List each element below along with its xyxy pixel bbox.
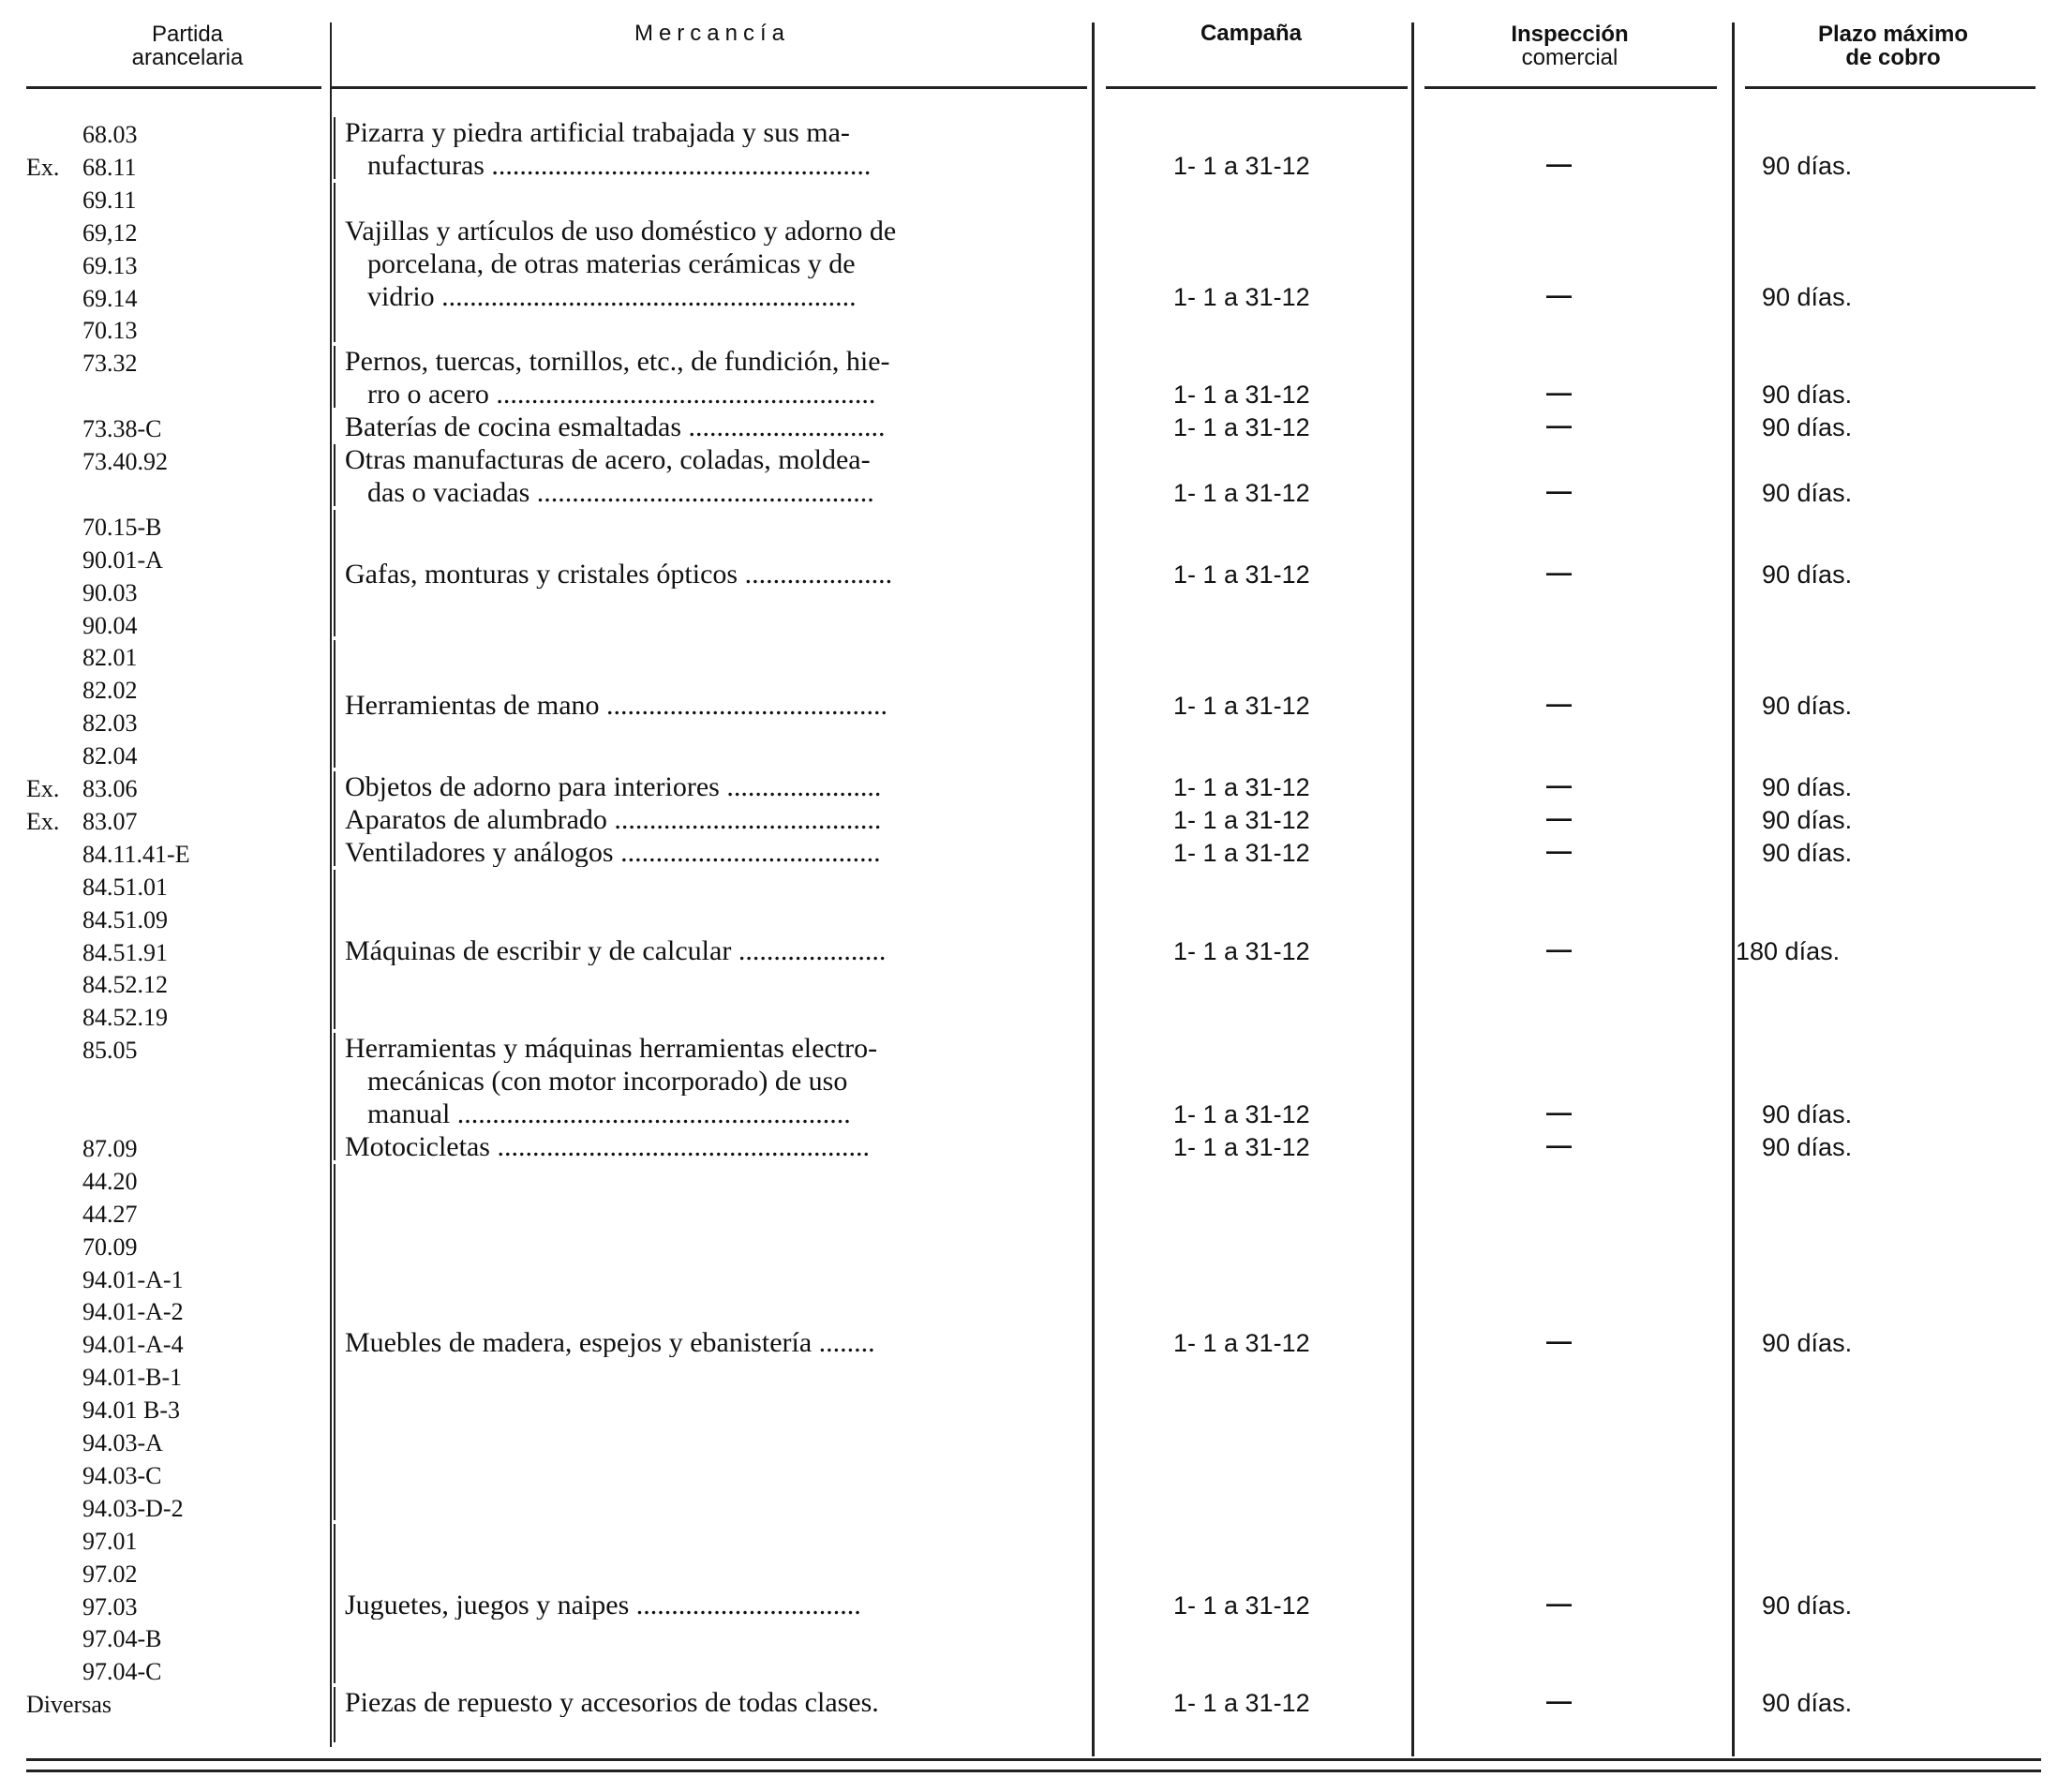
plazo-value: 90 días. (1762, 1100, 1853, 1128)
mercancia-line: Pizarra y piedra artificial trabajada y sus ma- (345, 119, 850, 147)
header-rule-partida (26, 86, 321, 89)
campana-value: 1- 1 a 31-12 (1173, 282, 1310, 311)
mercancia-line: mecánicas (con motor incorporado) de uso (367, 1068, 848, 1097)
inspeccion-value: — (1546, 1130, 1572, 1159)
mercancia-line: Máquinas de escribir y de calcular ..................... (345, 936, 887, 965)
campana-value: 1- 1 a 31-12 (1173, 1689, 1310, 1718)
partida-code: 94.01-A-1 (82, 1265, 184, 1293)
partida-code: 94.01-A-4 (82, 1331, 184, 1359)
header-rule-campana (1106, 86, 1408, 89)
campana-value: 1- 1 a 31-12 (1173, 773, 1310, 801)
mercancia-line: nufacturas ...................................................... (367, 151, 872, 180)
partida-code: 94.01 B-3 (82, 1396, 180, 1425)
partida-code: 84.51.91 (82, 938, 168, 966)
plazo-value: 90 días. (1762, 838, 1853, 867)
partida-code: 44.20 (82, 1167, 138, 1195)
partida-prefix: Diversas (26, 1691, 112, 1719)
partida-code: 84.51.09 (82, 905, 168, 933)
group-brace (334, 1033, 336, 1160)
partida-code: 70.09 (82, 1232, 138, 1261)
header-mercancia (337, 22, 1087, 45)
mercancia-line: Muebles de madera, espejos y ebanistería ........ (345, 1329, 875, 1358)
inspeccion-value: — (1546, 689, 1572, 718)
header-rule-mercancia (330, 86, 1087, 89)
campana-value: 1- 1 a 31-12 (1173, 1329, 1310, 1358)
header-campana-label: Campaña (1200, 21, 1303, 46)
partida-code: 83.07 (82, 807, 138, 835)
partida-code: 97.04-C (82, 1658, 162, 1686)
mercancia-line: manual ........................................................ (367, 1100, 851, 1128)
inspeccion-value: — (1546, 1327, 1572, 1356)
partida-code: 70.13 (82, 317, 138, 345)
mercancia-line: Ventiladores y análogos ..................................... (345, 838, 881, 867)
partida-code: 94.03-C (82, 1461, 162, 1489)
inspeccion-value: — (1546, 1589, 1572, 1618)
campana-value: 1- 1 a 31-12 (1173, 478, 1310, 507)
plazo-value: 90 días. (1762, 691, 1853, 720)
mercancia-line: porcelana, de otras materias cerámicas y de (367, 249, 856, 278)
plazo-value: 90 días. (1762, 413, 1853, 442)
inspeccion-value: — (1546, 836, 1572, 865)
inspeccion-value: — (1546, 280, 1572, 309)
header-inspeccion-line2: comercial (1521, 45, 1618, 70)
group-brace (334, 117, 336, 179)
group-brace (334, 1687, 336, 1742)
inspeccion-value: — (1546, 934, 1572, 963)
partida-code: 84.52.19 (82, 1004, 168, 1032)
group-brace (334, 870, 336, 1030)
header-inspeccion (1424, 22, 1715, 69)
partida-prefix: Ex. (26, 153, 60, 181)
campana-value: 1- 1 a 31-12 (1173, 838, 1310, 867)
mercancia-line: Pernos, tuercas, tornillos, etc., de fundición, hie- (345, 348, 890, 377)
partida-code: 85.05 (82, 1037, 138, 1065)
partida-code: 94.03-D-2 (82, 1494, 184, 1522)
col-separator-3 (1411, 22, 1414, 1756)
partida-code: 82.03 (82, 709, 138, 738)
group-brace (334, 510, 336, 637)
col-separator-2 (1092, 22, 1095, 1756)
partida-code: 82.02 (82, 677, 138, 705)
inspeccion-value: — (1546, 1098, 1572, 1127)
partida-code: 73.32 (82, 350, 138, 378)
inspeccion-value: — (1546, 559, 1572, 588)
partida-code: 69.11 (82, 186, 137, 214)
campana-value: 1- 1 a 31-12 (1173, 691, 1310, 720)
mercancia-line: Vajillas y artículos de uso doméstico y adorno de (345, 217, 897, 246)
group-brace (334, 183, 336, 343)
header-rule-inspeccion (1424, 86, 1717, 89)
partida-code: 97.01 (82, 1527, 138, 1555)
plazo-value: 180 días. (1736, 936, 1841, 965)
partida-code: 70.15-B (82, 513, 162, 541)
partida-code: 97.03 (82, 1592, 138, 1620)
inspeccion-value: — (1546, 803, 1572, 832)
mercancia-line: Piezas de repuesto y accesorios de todas clases. (345, 1689, 879, 1718)
partida-code: 44.27 (82, 1200, 138, 1228)
inspeccion-value: — (1546, 149, 1572, 178)
footer-rule-2 (26, 1770, 2041, 1772)
plazo-value: 90 días. (1762, 381, 1853, 410)
partida-code: 73.38-C (82, 415, 162, 443)
mercancia-line: das o vaciadas ................................................ (367, 478, 874, 507)
plazo-value: 90 días. (1762, 773, 1853, 801)
plazo-value: 90 días. (1762, 1132, 1853, 1161)
inspeccion-value: — (1546, 411, 1572, 441)
inspeccion-value: — (1546, 1687, 1572, 1716)
header-partida-line2: arancelaria (131, 45, 244, 70)
partida-code: 68.11 (82, 153, 137, 181)
campana-value: 1- 1 a 31-12 (1173, 1590, 1310, 1620)
mercancia-line: Gafas, monturas y cristales ópticos ..................... (345, 560, 893, 590)
partida-code: 94.01-B-1 (82, 1364, 183, 1392)
header-rule-plazo (1745, 86, 2036, 89)
partida-code: 90.03 (82, 578, 138, 606)
col-separator-1 (330, 22, 332, 1747)
partida-code: 82.01 (82, 644, 138, 672)
mercancia-line: Juguetes, juegos y naipes ................................ (345, 1590, 861, 1620)
campana-value: 1- 1 a 31-12 (1173, 560, 1310, 590)
mercancia-line: Motocicletas ..................................................... (345, 1132, 870, 1161)
partida-code: 68.03 (82, 121, 138, 148)
partida-code: 90.01-A (82, 545, 163, 574)
group-brace (334, 346, 336, 408)
mercancia-line: Herramientas de mano ........................................ (345, 691, 888, 720)
partida-code: 73.40.92 (82, 448, 168, 475)
campana-value: 1- 1 a 31-12 (1173, 1100, 1310, 1128)
header-campana (1106, 22, 1396, 45)
campana-value: 1- 1 a 31-12 (1173, 413, 1310, 442)
group-brace (334, 1164, 336, 1520)
partida-code: 69,12 (82, 218, 138, 246)
campana-value: 1- 1 a 31-12 (1173, 381, 1310, 410)
mercancia-line: vidrio ........................................................... (367, 282, 857, 311)
campana-value: 1- 1 a 31-12 (1173, 805, 1310, 834)
partida-code: 97.04-B (82, 1625, 162, 1653)
header-plazo (1752, 22, 2034, 69)
partida-code: 84.52.12 (82, 971, 168, 999)
campana-value: 1- 1 a 31-12 (1173, 936, 1310, 965)
group-brace (334, 1524, 336, 1684)
partida-code: 84.51.01 (82, 873, 168, 901)
partida-code: 83.06 (82, 775, 138, 802)
plazo-value: 90 días. (1762, 560, 1853, 590)
partida-code: 90.04 (82, 611, 138, 639)
plazo-value: 90 días. (1762, 478, 1853, 507)
partida-code: 69.13 (82, 251, 138, 279)
partida-code: 97.02 (82, 1560, 138, 1588)
footer-rule-1 (26, 1758, 2041, 1761)
campana-value: 1- 1 a 31-12 (1173, 151, 1310, 180)
group-brace (334, 640, 336, 768)
mercancia-line: Objetos de adorno para interiores ...................... (345, 773, 882, 801)
plazo-value: 90 días. (1762, 1689, 1853, 1718)
col-separator-4 (1732, 22, 1735, 1756)
header-partida (56, 22, 319, 69)
partida-prefix: Ex. (26, 807, 60, 835)
plazo-value: 90 días. (1762, 1329, 1853, 1358)
inspeccion-value: — (1546, 771, 1572, 799)
header-partida-line1: Partida (151, 22, 224, 47)
partida-code: 94.01-A-2 (82, 1298, 184, 1326)
header-inspeccion-line1: Inspección (1511, 22, 1629, 47)
partida-code: 69.14 (82, 284, 138, 312)
header-mercancia-label: Mercancía (634, 21, 791, 46)
plazo-value: 90 días. (1762, 805, 1853, 834)
partida-code: 94.03-A (82, 1429, 163, 1456)
mercancia-line: Herramientas y máquinas herramientas electro- (345, 1035, 878, 1064)
header-plazo-line1: Plazo máximo (1817, 22, 1969, 47)
inspeccion-value: — (1546, 476, 1572, 505)
group-brace (334, 771, 336, 866)
plazo-value: 90 días. (1762, 151, 1853, 180)
mercancia-line: Aparatos de alumbrado ...................................... (345, 805, 882, 834)
campana-value: 1- 1 a 31-12 (1173, 1132, 1310, 1161)
mercancia-line: rro o acero ...................................................... (367, 381, 876, 410)
plazo-value: 90 días. (1762, 1590, 1853, 1620)
mercancia-line: Baterías de cocina esmaltadas ............................ (345, 413, 886, 442)
partida-code: 82.04 (82, 742, 138, 770)
partida-prefix: Ex. (26, 775, 60, 802)
partida-code: 87.09 (82, 1134, 138, 1162)
group-brace (334, 444, 336, 506)
plazo-value: 90 días. (1762, 282, 1853, 311)
partida-code: 84.11.41-E (82, 840, 190, 868)
header-plazo-line2: de cobro (1845, 45, 1941, 70)
mercancia-line: Otras manufacturas de acero, coladas, moldea- (345, 446, 871, 474)
inspeccion-value: — (1546, 379, 1572, 408)
